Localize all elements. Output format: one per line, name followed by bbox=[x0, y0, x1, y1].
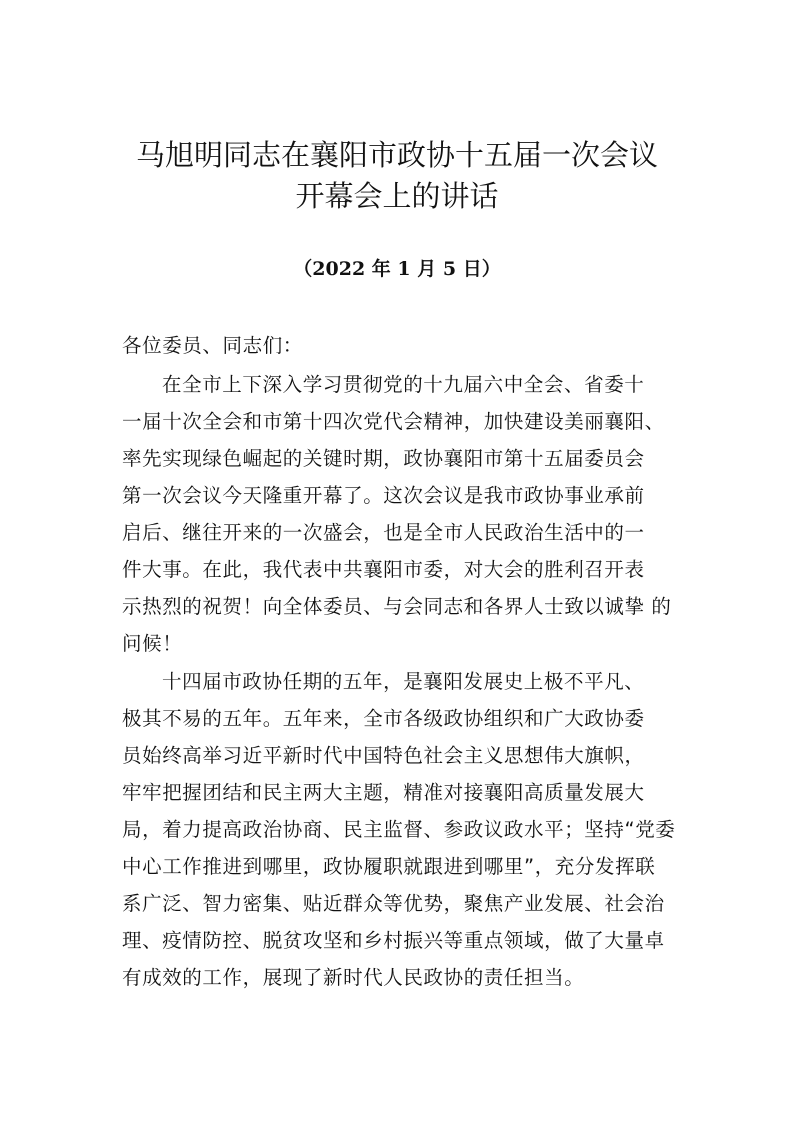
paragraph-2-line: 极其不易的五年。五年来，全市各级政协组织和广大政协委 bbox=[122, 707, 645, 730]
paragraph-1-line: 第一次会议今天隆重开幕了。这次会议是我市政协事业承前 bbox=[122, 484, 645, 507]
salutation: 各位委员、同志们： bbox=[122, 334, 303, 357]
paragraph-1-line: 启后、继往开来的一次盛会，也是全市人民政治生活中的一 bbox=[122, 521, 645, 544]
paragraph-1-line: 件大事。在此，我代表中共襄阳市委，对大会的胜利召开表 bbox=[122, 558, 645, 581]
paragraph-2-line: 牢牢把握团结和民主两大主题，精准对接襄阳高质量发展大 bbox=[122, 781, 645, 804]
paragraph-2-line: 员始终高举习近平新时代中国特色社会主义思想伟大旗帜， bbox=[122, 744, 645, 767]
paragraph-2-line: 理、疫情防控、脱贫攻坚和乡村振兴等重点领域，做了大量卓 bbox=[122, 929, 665, 952]
paragraph-2-line: 中心工作推进到哪里，政协履职就跟进到哪里”，充分发挥联 bbox=[122, 855, 656, 878]
paragraph-1-line: 示热烈的祝贺！向全体委员、与会同志和各界人士致以诚挚 的 bbox=[122, 595, 672, 618]
paragraph-2-line: 系广泛、智力密集、贴近群众等优势，聚焦产业发展、社会治 bbox=[122, 892, 665, 915]
paragraph-1-line: 在全市上下深入学习贯彻党的十九届六中全会、省委十 bbox=[162, 373, 645, 396]
document-date: （2022 年 1 月 5 日） bbox=[293, 258, 501, 280]
paragraph-1-line: 一届十次全会和市第十四次党代会精神，加快建设美丽襄阳、 bbox=[122, 410, 665, 433]
paragraph-2-line: 局，着力提高政治协商、民主监督、参政议政水平；坚持“党委 bbox=[122, 818, 676, 841]
paragraph-1-line: 率先实现绿色崛起的关键时期，政协襄阳市第十五届委员会 bbox=[122, 447, 645, 470]
paragraph-2-line: 有成效的工作，展现了新时代人民政协的责任担当。 bbox=[122, 966, 585, 989]
document-title-line-1: 马旭明同志在襄阳市政协十五届一次会议 bbox=[135, 138, 658, 172]
paragraph-2-line: 十四届市政协任期的五年，是襄阳发展史上极不平凡、 bbox=[162, 670, 645, 693]
document-title-line-2: 开幕会上的讲话 bbox=[295, 179, 499, 213]
paragraph-1-line: 问候！ bbox=[122, 632, 183, 655]
